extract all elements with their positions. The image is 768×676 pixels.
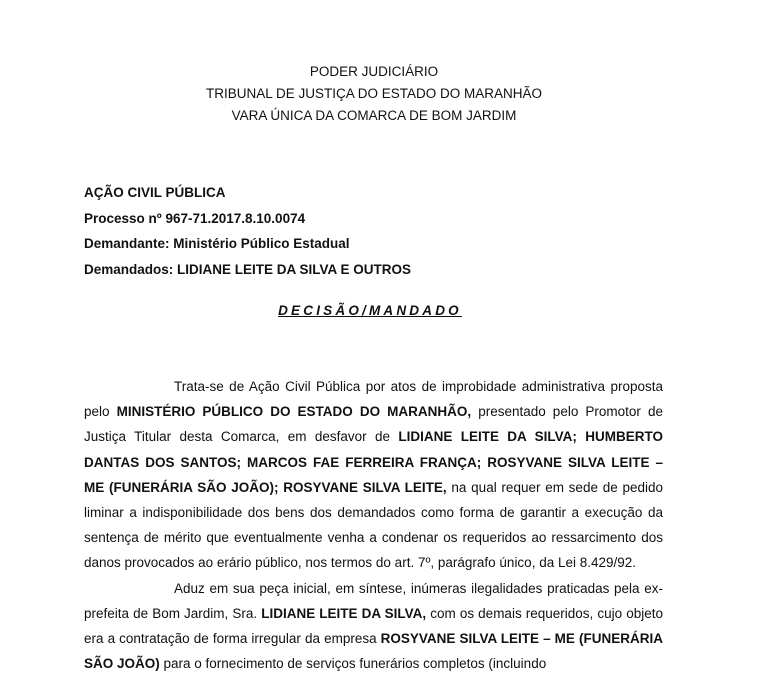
p2-text-3: para o fornecimento de serviços funerários completos (incluindo (159, 656, 547, 672)
header-line-2: TRIBUNAL DE JUSTIÇA DO ESTADO DO MARANHÃO (205, 86, 543, 101)
process-number: Processo nº 967-71.2017.8.10.0074 (84, 210, 306, 226)
p1-bold-2: LIDIANE LEITE DA SILVA; HUMBERTO DANTAS DOS SANTOS; MARCOS FAE FERREIRA FRANÇA; ROSYVANE SILVA LEITE – ME (FUNERÁRIA SÃO JOÃO); ROSYVANE SILVA LEITE, (84, 429, 664, 495)
p2-text-2: com os demais requeridos, cujo objeto era a contratação de forma irregular da empresa (84, 605, 664, 647)
action-type: AÇÃO CIVIL PÚBLICA (84, 185, 226, 200)
p2-text-1: Aduz em sua peça inicial, em síntese, inúmeras ilegalidades praticadas pela ex-prefeita de Bom Jardim, Sra. (84, 580, 663, 621)
header-line-3: VARA ÚNICA DA COMARCA DE BOM JARDIM (231, 108, 517, 123)
document-title: DECISÃO/MANDADO (278, 303, 462, 318)
p2-bold-2: ROSYVANE SILVA LEITE – ME (FUNERÁRIA SÃO JOÃO) (84, 631, 663, 672)
document-body (84, 374, 663, 676)
p1-text-2: presentado pelo Promotor de Justiça Titular desta Comarca, em desfavor de (84, 404, 663, 445)
case-info (84, 180, 411, 282)
paragraph-2 (84, 576, 663, 676)
p1-text-1: Trata-se de Ação Civil Pública por atos de improbidade administrativa proposta pelo (84, 379, 663, 420)
defendants: Demandados: LIDIANE LEITE DA SILVA E OUTROS (84, 261, 412, 277)
header-line-1: PODER JUDICIÁRIO (309, 64, 439, 79)
p1-text-3: na qual requer em sede de pedido liminar a indisponibilidade dos bens dos demandados como forma de garantir a execução da sentença de mérito que eventualmente venha a condenar os requeridos ao ressarcimento dos danos provocados ao erário público, nos termos do art. 7º, parágrafo único, da Lei 8.429/92. (84, 479, 663, 571)
p1-bold-1: MINISTÉRIO PÚBLICO DO ESTADO DO MARANHÃO, (116, 404, 472, 420)
paragraph-1 (84, 374, 663, 576)
p2-bold-1: LIDIANE LEITE DA SILVA, (261, 605, 427, 621)
court-header (0, 61, 748, 127)
plaintiff: Demandante: Ministério Público Estadual (84, 236, 350, 251)
